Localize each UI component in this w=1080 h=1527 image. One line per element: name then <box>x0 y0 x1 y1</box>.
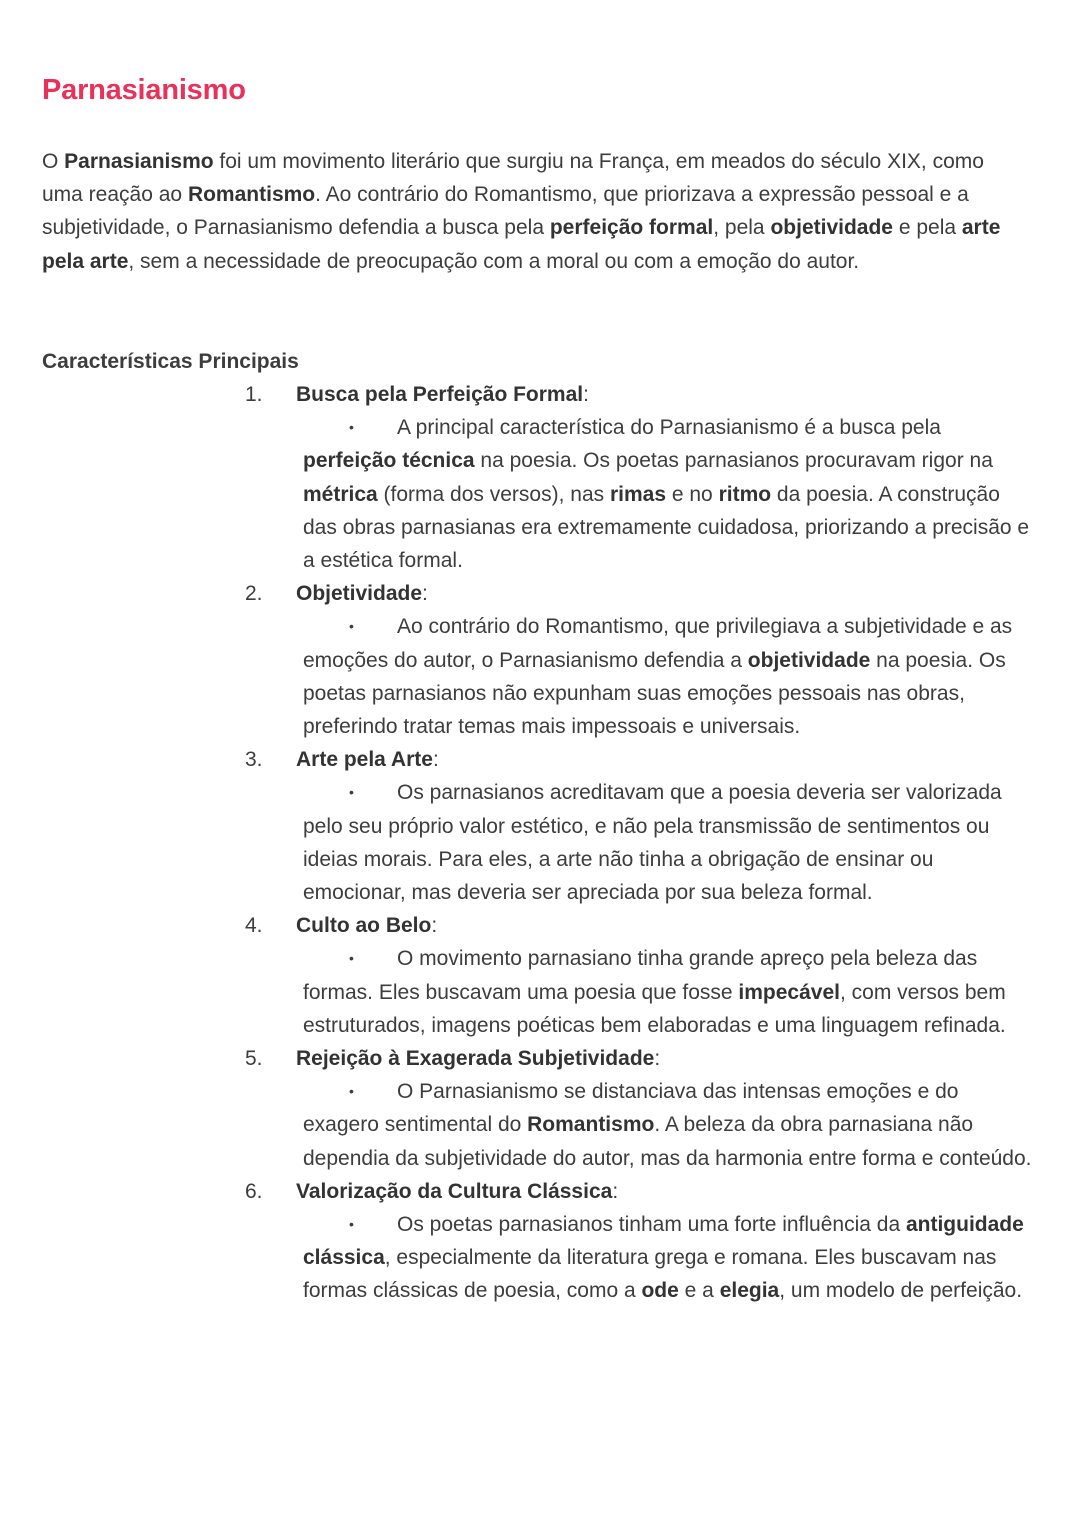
item-number: 5. <box>245 1047 263 1070</box>
bullet-paragraph <box>303 610 1038 743</box>
characteristic-heading <box>42 909 1038 942</box>
item-number: 4. <box>245 914 263 938</box>
characteristic-heading <box>42 743 1038 776</box>
text-run: , especialmente da literatura grega e romana. Eles buscavam nas formas clássicas de poesia, como a <box>303 1246 997 1303</box>
characteristic-heading <box>42 577 1038 610</box>
bold-text: Romantismo <box>187 183 316 207</box>
text-run: e no <box>666 482 719 506</box>
item-label-bold: Culto ao Belo <box>296 914 432 938</box>
characteristic-item-2 <box>42 577 1038 743</box>
item-label-bold: Rejeição à Exagerada Subjetividade <box>296 1047 655 1070</box>
text-run: Os parnasianos acreditavam que a poesia deveria ser valorizada pelo seu próprio valor estético, e não pela transmissão de sentimentos ou ideias morais. Para eles, a arte não tinha a obrigação de ensinar ou emocionar, mas deveria ser apreciada por sua beleza formal. <box>303 781 1002 904</box>
bold-text: perfeição formal <box>549 216 714 240</box>
text-run: O movimento parnasiano tinha grande apreço pela beleza das formas. Eles buscavam uma poesia que fosse <box>303 947 978 1004</box>
bold-text: objetividade <box>747 648 871 672</box>
item-label-bold: Valorização da Cultura Clássica <box>296 1179 613 1203</box>
bullet-paragraph <box>303 776 1038 909</box>
item-label-bold: Objetividade <box>296 582 423 606</box>
intro-paragraph <box>42 145 1022 278</box>
text-run: , sem a necessidade de preocupação com a moral ou com a emoção do autor. <box>128 249 860 273</box>
text-run: na poesia. Os poetas parnasianos não expunham suas emoções pessoais nas obras, preferindo tratar temas mais impessoais e universais. <box>303 648 1006 738</box>
bullet-icon: • <box>349 950 354 967</box>
text-run: , com versos bem estruturados, imagens poéticas bem elaboradas e uma linguagem refinada. <box>303 980 1006 1037</box>
bullet-paragraph <box>303 1208 1038 1308</box>
item-label-bold: Arte pela Arte <box>296 748 433 772</box>
text-run: O <box>42 150 65 173</box>
text-run: Os poetas parnasianos tinham uma forte influência da <box>397 1212 906 1236</box>
item-label-suffix: : <box>422 582 428 606</box>
bold-text: rimas <box>609 482 667 506</box>
bullet-icon: • <box>349 618 354 635</box>
text-run: A principal característica do Parnasianismo é a busca pela <box>397 416 941 440</box>
characteristic-item-6 <box>42 1175 1038 1308</box>
text-run: foi um movimento literário que surgiu na França, em meados do século XIX, como uma reação ao <box>42 150 984 207</box>
characteristic-item-5 <box>42 1042 1038 1175</box>
text-run: Ao contrário do Romantismo, que privilegiava a subjetividade e as emoções do autor, o Parnasianismo defendia a <box>303 615 1013 672</box>
characteristic-item-4 <box>42 909 1038 1042</box>
item-number: 2. <box>245 582 263 606</box>
text-run: e a <box>678 1279 720 1303</box>
item-label <box>296 909 437 942</box>
bullet-icon: • <box>349 1215 354 1232</box>
bold-text: arte pela arte <box>42 216 1001 273</box>
item-label-bold: Busca pela Perfeição Formal <box>296 383 584 406</box>
bold-text: elegia <box>719 1279 780 1303</box>
item-label-suffix: : <box>583 383 589 406</box>
bold-text: Parnasianismo <box>64 150 214 173</box>
text-run: , um modelo de perfeição. <box>779 1279 1023 1303</box>
item-label-suffix: : <box>612 1179 619 1203</box>
characteristic-heading <box>42 378 1038 411</box>
bullet-icon: • <box>349 419 354 436</box>
item-number: 1. <box>245 383 263 406</box>
text-run: e pela <box>892 216 962 240</box>
text-run: na poesia. Os poetas parnasianos procuravam rigor na <box>474 449 993 473</box>
text-run: O Parnasianismo se distanciava das intensas emoções e do exagero sentimental do <box>303 1080 959 1137</box>
bold-text: ode <box>641 1279 679 1303</box>
bold-text: impecável <box>738 980 840 1004</box>
characteristic-heading <box>42 1175 1038 1208</box>
item-number: 6. <box>245 1179 263 1203</box>
bold-text: ritmo <box>718 482 772 506</box>
text-run: (forma dos versos), nas <box>377 482 610 506</box>
bullet-paragraph <box>303 411 1038 577</box>
bold-text: métrica <box>303 482 378 506</box>
characteristic-item-3 <box>42 743 1038 909</box>
item-label <box>296 1042 660 1075</box>
bold-text: Romantismo <box>527 1113 655 1137</box>
item-label-suffix: : <box>431 914 438 938</box>
bullet-icon: • <box>349 1083 354 1100</box>
item-label <box>296 378 589 411</box>
page-title: Parnasianismo <box>42 74 246 106</box>
text-run: , pela <box>713 216 771 240</box>
bold-text: antiguidade clássica <box>303 1212 1024 1270</box>
bullet-paragraph <box>303 942 1038 1042</box>
item-label-suffix: : <box>654 1047 661 1070</box>
bullet-paragraph <box>303 1075 1038 1175</box>
item-label-suffix: : <box>432 748 439 772</box>
item-label <box>296 1175 618 1208</box>
bullet-icon: • <box>349 784 354 801</box>
characteristics-list <box>42 378 1038 1308</box>
text-run: da poesia. A construção das obras parnasianas era extremamente cuidadosa, priorizando a precisão e a estética formal. <box>303 482 1030 572</box>
text-run: . A beleza da obra parnasiana não dependia da subjetividade do autor, mas da harmonia entre forma e conteúdo. <box>303 1113 1032 1170</box>
section-heading: Características Principais <box>42 350 299 373</box>
item-label <box>296 577 428 610</box>
item-number: 3. <box>245 748 263 772</box>
item-label <box>296 743 439 776</box>
characteristic-heading <box>42 1042 1038 1075</box>
characteristic-item-1 <box>42 378 1038 577</box>
text-run: . Ao contrário do Romantismo, que priorizava a expressão pessoal e a subjetividade, o Parnasianismo defendia a busca pela <box>42 183 969 240</box>
bold-text: objetividade <box>770 216 893 240</box>
bold-text: perfeição técnica <box>303 449 475 473</box>
